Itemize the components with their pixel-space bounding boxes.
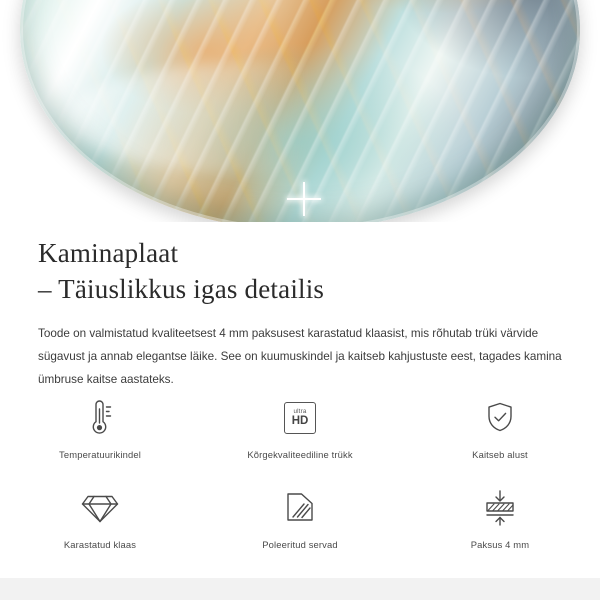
product-description: Toode on valmistatud kvaliteetsest 4 mm paksusest karastatud klaasist, mis rõhutab trüki värvide sügavust ja annab elegantse läike. See on kuumuskindel ja kaitseb kahjustuste eest, tagades kamina ümbruse kaitse aastateks. <box>38 327 562 386</box>
feature-item-thickness <box>400 486 600 560</box>
polished-edges-icon <box>280 486 320 530</box>
feature-label: Karastatud klaas <box>63 539 137 550</box>
feature-label: Paksus 4 mm <box>470 539 530 550</box>
feature-item-temperature <box>0 396 200 470</box>
thermometer-icon <box>83 396 117 440</box>
feature-label: Kõrgekvaliteediline trükk <box>247 449 353 460</box>
diamond-icon <box>81 486 119 530</box>
hero-image-area <box>0 0 600 222</box>
feature-grid <box>0 396 600 560</box>
feature-label: Poleeritud servad <box>262 539 338 550</box>
text-content-block <box>0 222 600 392</box>
footer-strip <box>0 578 600 600</box>
feature-label: Temperatuurikindel <box>59 449 141 460</box>
page-title <box>0 222 600 307</box>
title-line-1: Kaminaplaat <box>38 238 179 268</box>
feature-label: Kaitseb alust <box>472 449 528 460</box>
ultra-hd-badge-top: ultra <box>293 407 307 415</box>
fireplace-plate-image <box>20 0 580 222</box>
ultra-hd-badge-bottom: HD <box>291 414 309 427</box>
feature-item-tempered-glass <box>0 486 200 560</box>
shield-check-icon <box>483 396 517 440</box>
ultra-hd-icon <box>284 396 316 440</box>
feature-item-surface-protection <box>400 396 600 470</box>
title-line-2: – Täiuslikkus igas detailis <box>38 273 325 304</box>
feature-item-print-quality <box>200 396 400 470</box>
feature-item-polished-edges <box>200 486 400 560</box>
thickness-icon <box>480 486 520 530</box>
